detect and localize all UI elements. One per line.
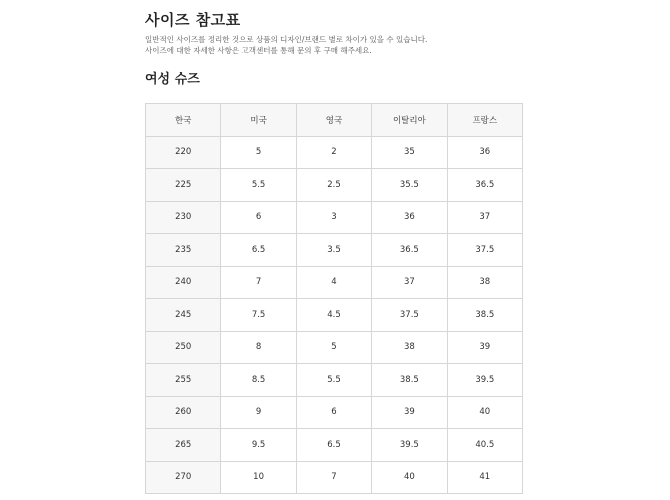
size-cell-us: 5.5 [221, 169, 296, 202]
table-header-row [146, 104, 523, 137]
size-cell-france: 37.5 [447, 234, 522, 267]
size-cell-korea: 230 [146, 201, 221, 234]
size-cell-uk: 5.5 [296, 364, 371, 397]
size-cell-italy: 38.5 [372, 364, 447, 397]
size-cell-us: 5 [221, 136, 296, 169]
size-cell-us: 7 [221, 266, 296, 299]
section-title: 여성 슈즈 [145, 72, 200, 87]
size-cell-france: 40.5 [447, 429, 522, 462]
size-cell-france: 39.5 [447, 364, 522, 397]
column-header-italy: 이탈리아 [372, 104, 447, 137]
size-cell-korea: 220 [146, 136, 221, 169]
size-cell-us: 10 [221, 461, 296, 494]
size-cell-us: 7.5 [221, 299, 296, 332]
size-cell-uk: 2 [296, 136, 371, 169]
size-cell-italy: 36.5 [372, 234, 447, 267]
table-row [146, 331, 523, 364]
note-line: 일반적인 사이즈를 정리한 것으로 상품의 디자인/브랜드 별로 차이가 있을 수 있습니다. [145, 35, 428, 44]
note-line: 사이즈에 대한 자세한 사항은 고객센터를 통해 문의 후 구매 해주세요. [145, 46, 372, 55]
size-cell-korea: 225 [146, 169, 221, 202]
size-cell-us: 6.5 [221, 234, 296, 267]
table-row [146, 429, 523, 462]
size-cell-france: 37 [447, 201, 522, 234]
page-title: 사이즈 참고표 [145, 11, 241, 29]
size-cell-uk: 6 [296, 396, 371, 429]
size-cell-italy: 40 [372, 461, 447, 494]
size-cell-france: 39 [447, 331, 522, 364]
size-cell-italy: 39 [372, 396, 447, 429]
size-cell-korea: 270 [146, 461, 221, 494]
table-row [146, 136, 523, 169]
size-cell-korea: 235 [146, 234, 221, 267]
size-table-body [146, 136, 523, 494]
size-cell-korea: 265 [146, 429, 221, 462]
size-cell-us: 9 [221, 396, 296, 429]
size-cell-france: 41 [447, 461, 522, 494]
table-row [146, 169, 523, 202]
column-header-uk: 영국 [296, 104, 371, 137]
size-cell-us: 8 [221, 331, 296, 364]
table-row [146, 299, 523, 332]
size-chart-table [145, 103, 523, 494]
table-row [146, 396, 523, 429]
column-header-france: 프랑스 [447, 104, 522, 137]
size-cell-italy: 37.5 [372, 299, 447, 332]
size-cell-us: 8.5 [221, 364, 296, 397]
size-cell-italy: 35 [372, 136, 447, 169]
size-cell-us: 9.5 [221, 429, 296, 462]
size-cell-italy: 39.5 [372, 429, 447, 462]
size-cell-uk: 3.5 [296, 234, 371, 267]
size-cell-uk: 2.5 [296, 169, 371, 202]
table-row [146, 234, 523, 267]
table-row [146, 266, 523, 299]
size-cell-italy: 37 [372, 266, 447, 299]
column-header-us: 미국 [221, 104, 296, 137]
size-cell-korea: 240 [146, 266, 221, 299]
size-cell-us: 6 [221, 201, 296, 234]
size-cell-korea: 250 [146, 331, 221, 364]
table-row [146, 201, 523, 234]
size-cell-italy: 38 [372, 331, 447, 364]
size-cell-korea: 260 [146, 396, 221, 429]
size-cell-uk: 4 [296, 266, 371, 299]
size-cell-uk: 7 [296, 461, 371, 494]
size-cell-france: 38.5 [447, 299, 522, 332]
table-row [146, 461, 523, 494]
size-cell-italy: 36 [372, 201, 447, 234]
size-notes [145, 34, 565, 56]
size-cell-france: 40 [447, 396, 522, 429]
column-header-korea: 한국 [146, 104, 221, 137]
size-cell-france: 36.5 [447, 169, 522, 202]
size-cell-france: 36 [447, 136, 522, 169]
size-cell-uk: 4.5 [296, 299, 371, 332]
size-cell-uk: 3 [296, 201, 371, 234]
size-cell-uk: 6.5 [296, 429, 371, 462]
size-cell-uk: 5 [296, 331, 371, 364]
table-row [146, 364, 523, 397]
size-cell-korea: 245 [146, 299, 221, 332]
size-cell-france: 38 [447, 266, 522, 299]
size-cell-italy: 35.5 [372, 169, 447, 202]
size-cell-korea: 255 [146, 364, 221, 397]
